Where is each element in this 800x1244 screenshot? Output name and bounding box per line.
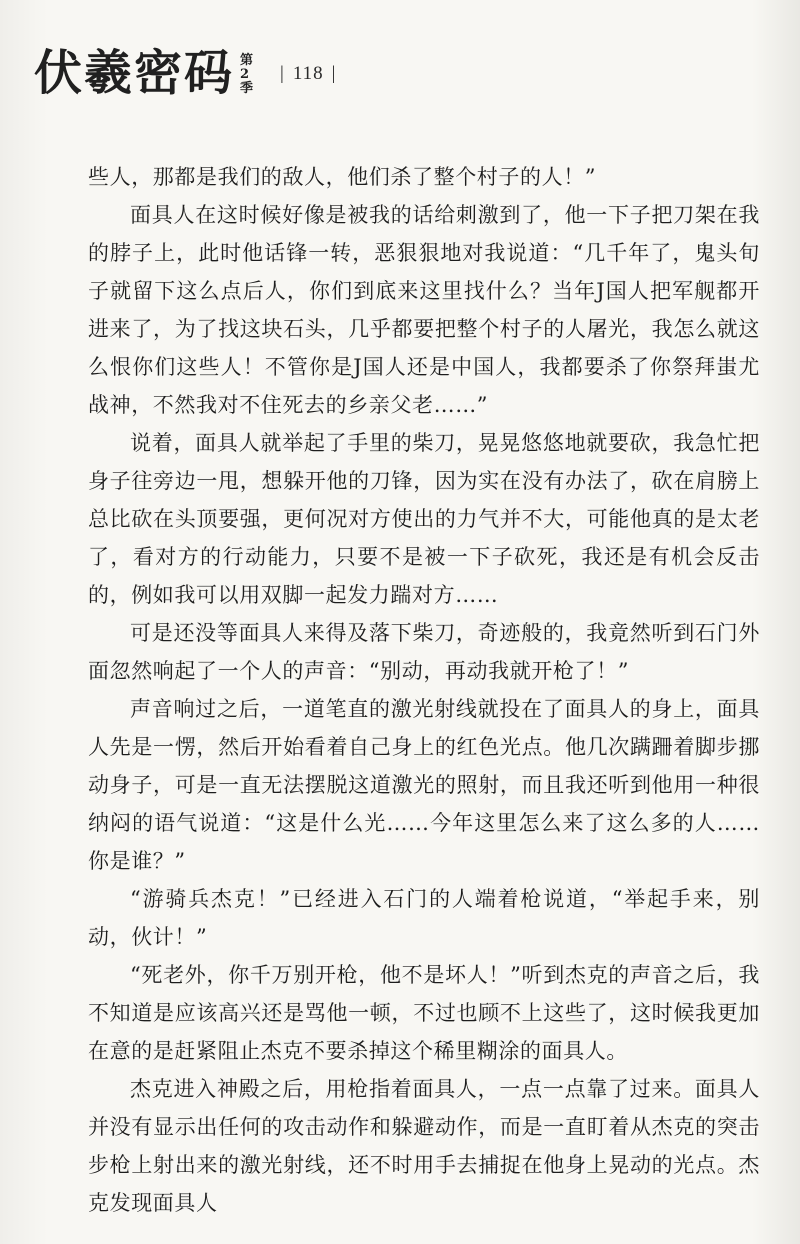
paragraph: “死老外，你千万别开枪，他不是坏人！”听到杰克的声音之后，我不知道是应该高兴还是骂他一顿，不过也顾不上这些了，这时候我更加在意的是赶紧阻止杰克不要杀掉这个稀里糊涂的面具人。 bbox=[88, 963, 760, 1063]
paragraph: 声音响过之后，一道笔直的激光射线就投在了面具人的身上，面具人先是一愣，然后开始看着自己身上的红色光点。他几次蹒跚着脚步挪动身子，可是一直无法摆脱这道激光的照射，而且我还听到他用一种很纳闷的语气说道：“这是什么光……今年这里怎么来了这么多的人……你是谁？” bbox=[88, 697, 760, 873]
divider: | bbox=[280, 63, 285, 84]
paragraph: 杰克进入神殿之后，用枪指着面具人，一点一点靠了过来。面具人并没有显示出任何的攻击动作和躲避动作，而是一直盯着从杰克的突击步枪上射出来的激光射线，还不时用手去捕捉在他身上晃动的光点。杰克发现面具人 bbox=[88, 1077, 760, 1215]
body-text bbox=[88, 158, 760, 1222]
season-label: 第2季 bbox=[240, 53, 254, 96]
paragraph: “游骑兵杰克！”已经进入石门的人端着枪说道，“举起手来，别动，伙计！” bbox=[88, 887, 760, 949]
book-title: 伏羲密码 bbox=[34, 45, 235, 101]
divider: | bbox=[331, 63, 337, 84]
paragraph: 可是还没等面具人来得及落下柴刀，奇迹般的，我竟然听到石门外面忽然响起了一个人的声音：“别动，再动我就开枪了！” bbox=[88, 621, 760, 683]
page-header bbox=[34, 40, 344, 110]
paragraph: 面具人在这时候好像是被我的话给刺激到了，他一下子把刀架在我的脖子上，此时他话锋一转，恶狠狠地对我说道：“几千年了，鬼头旬子就留下这么点后人，你们到底来这里找什么？当年J国人把军舰都开进来了，为了找这块石头，几乎都要把整个村子的人屠光，我怎么就这么恨你们这些人！不管你是J国人还是中国人，我都要杀了你祭拜蚩尤战神，不然我对不住死去的乡亲父老……” bbox=[88, 203, 760, 417]
paragraph: 说着，面具人就举起了手里的柴刀，晃晃悠悠地就要砍，我急忙把身子往旁边一甩，想躲开他的刀锋，因为实在没有办法了，砍在肩膀上总比砍在头顶要强，更何况对方使出的力气并不大，可能他真的是太老了，看对方的行动能力，只要不是被一下子砍死，我还是有机会反击的，例如我可以用双脚一起发力踹对方…… bbox=[88, 431, 760, 607]
paragraph: 些人，那都是我们的敌人，他们杀了整个村子的人！” bbox=[88, 165, 597, 189]
page-number bbox=[272, 63, 344, 85]
page-number-value: 118 bbox=[292, 63, 324, 84]
